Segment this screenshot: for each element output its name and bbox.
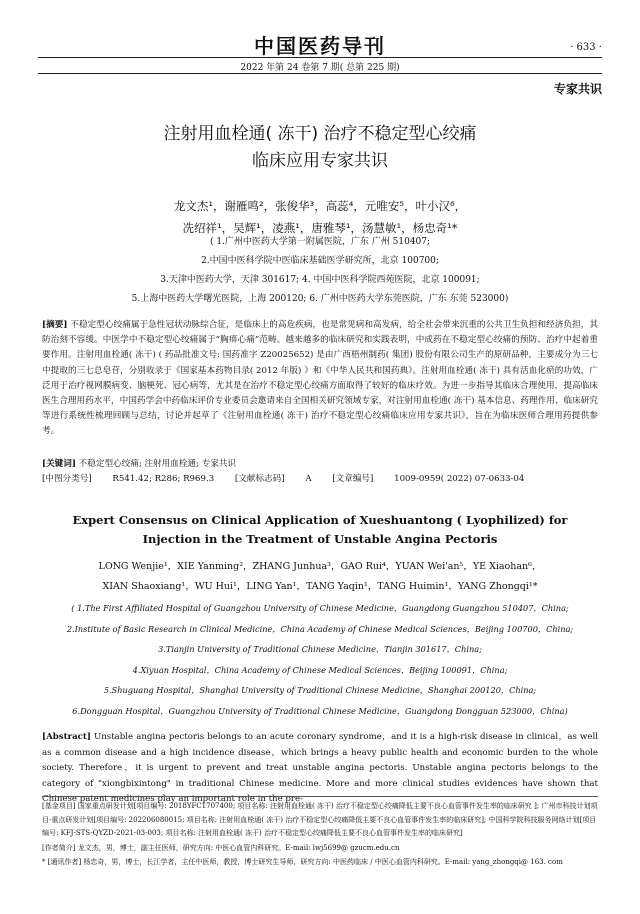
affiliations-english (40, 598, 600, 721)
title-chinese-line-2: 临床应用专家共识 (252, 151, 388, 171)
title-english-line-2: Injection in the Treatment of Unstable Angina Pectoris (142, 532, 498, 546)
footnotes (42, 800, 598, 871)
clc-label: [中图分类号] (42, 474, 92, 484)
abstract-english-label: [Abstract] (42, 732, 91, 742)
affiliation-cn: 3.天津中医药大学，天津 301617; 4. 中国中医科学院西苑医院，北京 100091; (160, 275, 480, 285)
footnote-author-bio (42, 842, 598, 856)
doc-code-label: [文献标志码] (234, 474, 285, 484)
title-english (0, 511, 640, 549)
footnote-divider (42, 796, 598, 797)
section-tag: 专家共识 (553, 82, 602, 96)
keywords-text: 不稳定型心绞痛; 注射用血栓通; 专家共识 (78, 459, 237, 469)
page-number: · 633 · (570, 42, 602, 53)
doc-code-value: A (305, 474, 312, 484)
footnote-text: 杨忠奇，男，博士，长江学者，主任中医师，教授，博士研究生导师，研究方向: 中医药临床 / 中医心血管内科研究。E-mail: yang_zhongqi@ 163. com (83, 858, 563, 866)
authors-chinese-line-1: 龙文杰¹，谢雁鸣²，张俊华³，高蕊⁴，元唯安⁵，叶小汉⁶， (173, 199, 467, 213)
affiliation-en: 3.Tianjin University of Traditional Chinese Medicine，Tianjin 301617，China; (158, 644, 482, 654)
footnote-text: 国家重点研发计划[项目编号: 2018YFC1707400; 项目名称: 注射用血栓通( 冻干) 治疗不稳定型心绞痛降低主要不良心血管事件发生率的临床研究 ]; 广州市科技计划项目-重点研发计划[项目编号: 202206080015; 项目名称: 注射用血栓通( 冻干) 治疗不稳定型心绞痛降低主要不良心血管事件发生率的临床研究]; 中国科学院科技服务网络计划[项目编号: KFJ-STS-QYZD-2021-03-003; 项目名称: 注射用血栓通( 冻干) 治疗不稳定型心绞痛降低主要不良心血管事件发生率的临床研究] (42, 802, 598, 837)
article-id-value: 1009-0959( 2022) 07-0633-04 (394, 474, 525, 484)
footnote-funding (42, 800, 598, 841)
title-english-line-1: Expert Consensus on Clinical Application of Xueshuantong ( Lyophilized) for (72, 513, 568, 527)
affiliation-cn: 2.中国中医科学院中医临床基础医学研究所，北京 100700; (201, 256, 439, 266)
abstract-chinese-text: 不稳定型心绞痛属于急性冠状动脉综合征，是临床上的高危疾病，也是常见病和高发病，给全社会带来沉重的公共卫生负担和经济负担，其防治刻不容缓。中医学中不稳定型心绞痛属于“胸痹心痛”范畴。越来越多的临床研究和实践表明，中成药在不稳定型心绞痛的预防、治疗中起着重要作用。注射用血栓通( 冻干) ( 药品批准文号: 国药准字 Z20025652) 是由广西梧州制药( 集团) 股份有限公司生产的原研品种，主要成分为三七中提取的三七总皂苷，分别收录于《国家基本药物目录( 2012 年版) 》和《中华人民共和国药典》。注射用血栓通( 冻干) 具有活血化瘀的功效，广泛用于治疗视网膜病变、脑梗死、冠心病等，尤其是在治疗不稳定型心绞痛方面取得了较好的临床疗效。为进一步指导其临床合理使用，提高临床医生合理用药水平，中国药学会中药临床评价专业委员会邀请来自全国相关研究领域专家，对注射用血栓通( 冻干) 基本信息、药理作用、临床研究等进行系统性梳理回顾与总结，讨论并起草了《注射用血栓通( 冻干) 治疗不稳定型心绞痛临床应用专家共识》，旨在为临床医师合理用药提供参考。 (42, 320, 598, 437)
authors-english (60, 557, 580, 597)
classification-line (42, 472, 598, 484)
affiliation-en: 6.Dongguan Hospital，Guangzhou University of Traditional Chinese Medicine，Guangdong Dongguan 523000，China) (72, 705, 568, 716)
footnote-label: * [通讯作者] (42, 858, 82, 866)
affiliation-cn: ( 1.广州中医药大学第一附属医院，广东 广州 510407; (209, 237, 431, 247)
journal-name: 中国医药导刊 (254, 34, 386, 58)
title-chinese-line-1: 注射用血栓通( 冻干) 治疗不稳定型心绞痛 (163, 124, 477, 144)
header-rule-bottom (38, 73, 602, 74)
authors-english-line-2: XIAN Shaoxiang¹，WU Hui¹，LING Yan¹，TANG Yaqin¹，TANG Huimin¹，YANG Zhongqi¹* (102, 581, 538, 592)
abstract-chinese-label: [摘要] (42, 320, 68, 330)
keywords-label: [关键词] (42, 459, 76, 469)
affiliation-en: 2.Institute of Basic Research in Clinical Medicine，China Academy of Chinese Medical Sciences，Beijing 100700，China; (66, 623, 574, 634)
header-rule-top (38, 57, 602, 58)
abstract-chinese (42, 318, 598, 440)
affiliation-en: ( 1.The First Affiliated Hospital of Guangzhou University of Chinese Medicine，Guangdong Guangzhou 510407，China; (71, 603, 569, 613)
affiliation-cn: 5.上海中医药大学曙光医院，上海 200120; 6. 广州中医药大学东莞医院，广东 东莞 523000) (131, 294, 509, 304)
footnote-corresponding (42, 856, 598, 870)
affiliation-en: 4.Xiyuan Hospital，China Academy of Chinese Medical Sciences，Beijing 100091，China; (132, 664, 508, 675)
authors-english-line-1: LONG Wenjie¹，XIE Yanming²，ZHANG Junhua³，GAO Rui⁴，YUAN Wei'an⁵，YE Xiaohan⁶， (98, 561, 542, 572)
issue-line: 2022 年第 24 卷第 7 期( 总第 225 期) (240, 63, 400, 73)
abstract-english-text: Unstable angina pectoris belongs to an acute coronary syndrome，and it is a high-risk disease in clinical，as well as a common disease and a high incidence disease，which brings a heavy public health and economic burden to the whole society. Therefore，it is urgent to prevent and treat unstable angina pectoris. Unstable angina pectoris belongs to the category of "xiongbixintong" in traditional Chinese medicine. More and more clinical studies evidences have shown that Chinese patent medicines play an important role in the pre- (42, 732, 598, 804)
affiliations-chinese (40, 233, 600, 309)
affiliation-en: 5.Shuguang Hospital，Shanghai University of Traditional Chinese Medicine，Shanghai 200120，China; (103, 685, 537, 695)
footnote-label: [作者简介] (42, 843, 76, 852)
title-chinese (0, 121, 640, 175)
authors-chinese-line-2: 冼绍祥¹，吴辉¹，凌燕¹，唐雅琴¹，汤慧敏¹，杨忠奇¹* (182, 221, 458, 235)
keywords-chinese (42, 457, 598, 469)
clc-value: R541.42; R286; R969.3 (112, 474, 215, 484)
footnote-label: [基金项目] (42, 802, 76, 810)
footnote-text: 龙文杰，男，博士，副主任医师，研究方向: 中医心血管内科研究。E-mail: lwj5699@ gzucm.edu.cn (77, 843, 400, 852)
article-id-label: [文章编号] (332, 474, 374, 484)
